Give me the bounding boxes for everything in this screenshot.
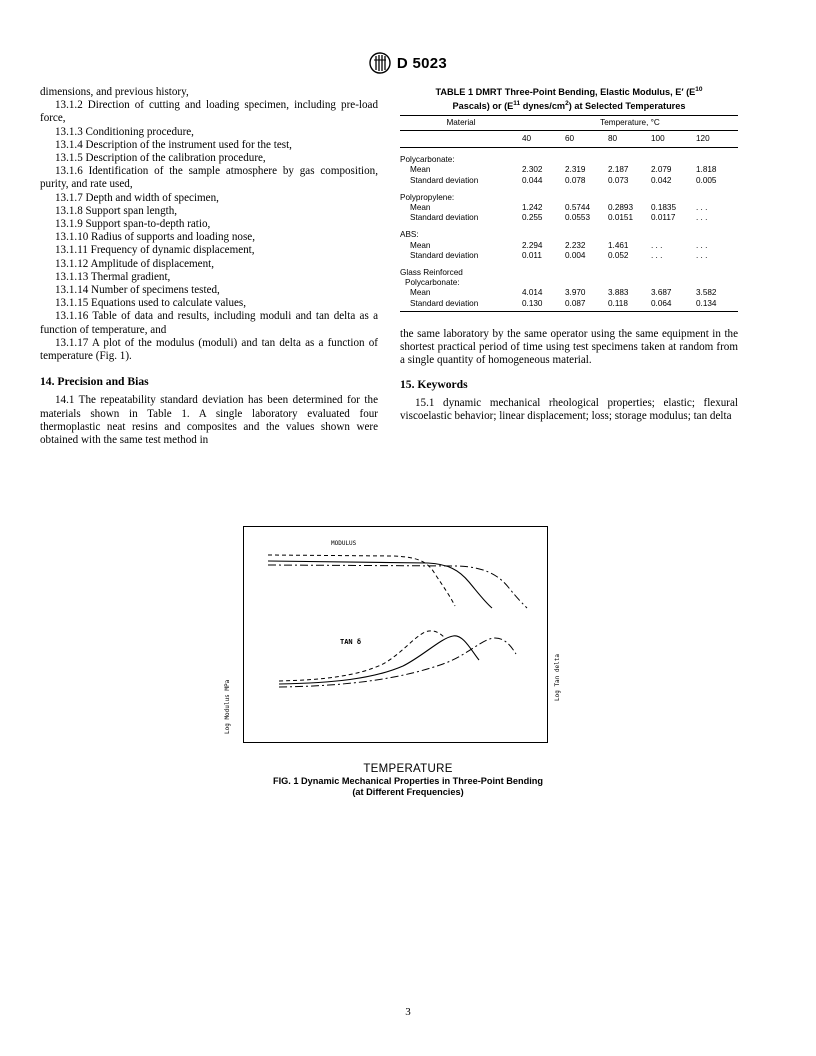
row-label: Standard deviation	[410, 213, 479, 223]
left-column	[40, 86, 378, 447]
figure-caption	[0, 762, 816, 798]
material-header: Material	[400, 116, 522, 131]
temperature-column: 80	[608, 131, 651, 148]
table-cell: 0.004	[565, 250, 586, 260]
report-item: 13.1.5 Description of the calibration procedure,	[55, 152, 266, 165]
table-caption-text: ) at Selected Temperatures	[568, 101, 686, 112]
table-row	[400, 288, 738, 298]
report-item: 13.1.14 Number of specimens tested,	[55, 284, 220, 297]
table-caption	[400, 84, 738, 112]
table-cell: 2.232	[565, 240, 586, 250]
report-item: 13.1.3 Conditioning procedure,	[55, 125, 194, 138]
section-heading-precision: 14. Precision and Bias	[40, 375, 149, 389]
table-cell: 3.970	[565, 288, 586, 298]
row-label: Standard deviation	[410, 175, 479, 185]
report-item: 13.1.2 Direction of cutting and loading specimen, including pre-load force,	[40, 99, 378, 125]
table-cell: 1.461	[608, 240, 629, 250]
row-label: Standard deviation	[410, 250, 479, 260]
table-cell: 4.014	[522, 288, 543, 298]
table-cell: . . .	[651, 240, 663, 250]
table-cell: 0.2893	[608, 202, 634, 212]
table-cell: 2.187	[608, 165, 629, 175]
table-cell: 2.294	[522, 240, 543, 250]
report-item: 13.1.12 Amplitude of displacement,	[55, 257, 214, 270]
section-heading-keywords: 15. Keywords	[400, 378, 468, 392]
table-cell: . . .	[696, 202, 708, 212]
temperature-column: 120	[696, 131, 738, 148]
astm-logo-icon	[369, 52, 391, 74]
right-column	[400, 84, 738, 423]
table-cell: 0.064	[651, 299, 696, 312]
report-item: 13.1.7 Depth and width of specimen,	[55, 191, 219, 204]
table-cell: 0.005	[696, 175, 717, 185]
row-label: Mean	[410, 240, 431, 250]
material-name: Polypropylene:	[400, 192, 455, 202]
table-row	[400, 299, 738, 312]
table-cell: 0.052	[608, 250, 629, 260]
table-cell: 3.687	[651, 288, 672, 298]
figure-title	[0, 776, 816, 798]
table-cell: . . .	[696, 240, 708, 250]
keywords-paragraph: 15.1 dynamic mechanical rheological properties; elastic; flexural viscoelastic behavior; linear displacement; loss; storage modulus; tan delta	[400, 396, 738, 422]
figure-title-line: FIG. 1 Dynamic Mechanical Properties in Three-Point Bending	[272, 776, 544, 786]
modulus-curve-dashdot	[268, 565, 527, 608]
report-item: 13.1.10 Radius of supports and loading nose,	[55, 231, 255, 244]
table-cell: 1.818	[696, 165, 717, 175]
temperature-column: 40	[522, 131, 565, 148]
table-row	[400, 203, 738, 213]
report-item: 13.1.6 Identification of the sample atmosphere by gas composition, purity, and rate used,	[40, 165, 378, 191]
figure-dma-plot	[224, 526, 569, 744]
temperature-header: Temperature, °C	[522, 116, 738, 131]
table-caption-text: dynes/cm	[520, 101, 566, 112]
table-row	[400, 165, 738, 175]
table-cell: 0.255	[522, 213, 543, 223]
table-row	[400, 213, 738, 223]
table-caption-text: Pascals) or (E	[452, 101, 514, 112]
right-axis-label: Log Tan delta	[554, 654, 561, 701]
precision-continuation: the same laboratory by the same operator using the same equipment in the shortest practical period of time using test specimens taken at random from a single quantity of homogeneous material.	[400, 327, 738, 367]
material-name: Glass Reinforced	[400, 267, 463, 277]
temperature-column: 60	[565, 131, 608, 148]
table-cell: 3.582	[696, 288, 717, 298]
table-cell: 0.118	[608, 299, 651, 312]
material-name: ABS:	[400, 230, 419, 240]
table-cell: 0.073	[608, 175, 629, 185]
page-header	[0, 52, 816, 74]
x-axis-label: TEMPERATURE	[363, 763, 453, 775]
superscript: 10	[695, 86, 703, 93]
table-cell: 0.1835	[651, 202, 677, 212]
tan-delta-curve-solid	[279, 636, 479, 684]
table-cell: 0.0151	[608, 213, 634, 223]
right-column-text	[400, 328, 738, 423]
table-cell: 2.079	[651, 165, 672, 175]
table-cell: 2.319	[565, 165, 586, 175]
modulus-label: MODULUS	[331, 540, 357, 547]
report-item: 13.1.16 Table of data and results, including moduli and tan delta as a function of temperature, and	[40, 310, 378, 336]
table-cell: 0.042	[651, 175, 672, 185]
tan-delta-label: TAN δ	[340, 638, 362, 646]
temperature-column: 100	[651, 131, 696, 148]
modulus-curve-solid	[268, 561, 492, 608]
table-cell: 1.242	[522, 202, 543, 212]
data-table	[400, 115, 738, 312]
report-item: 13.1.11 Frequency of dynamic displacement,	[55, 244, 255, 257]
row-label: Mean	[410, 165, 431, 175]
report-item: 13.1.8 Support span length,	[55, 204, 178, 217]
precision-paragraph: 14.1 The repeatability standard deviation has been determined for the materials shown in Table 1. A single laboratory evaluated four thermoplastic neat resins and composites and the values shown were obtained with the same test method in	[40, 394, 378, 447]
table-row	[400, 251, 738, 261]
table-cell: 0.087	[565, 299, 608, 312]
table-cell: 0.0553	[565, 213, 591, 223]
row-label: Standard deviation	[400, 299, 522, 312]
table-cell: 0.011	[522, 250, 542, 260]
figure-title-line: (at Different Frequencies)	[352, 787, 464, 797]
report-item: 13.1.9 Support span-to-depth ratio,	[55, 218, 211, 231]
table-cell: 0.044	[522, 175, 543, 185]
table-cell: 0.0117	[651, 213, 676, 223]
table-cell: . . .	[696, 250, 708, 260]
left-axis-label: Log Modulus MPa	[224, 679, 231, 734]
table-row	[400, 176, 738, 186]
table-cell: 0.5744	[565, 202, 591, 212]
superscript: 2	[565, 100, 569, 108]
report-item: 13.1.15 Equations used to calculate values,	[55, 297, 247, 310]
row-label: Mean	[410, 288, 431, 298]
table-cell: 3.883	[608, 288, 629, 298]
figure-frame	[244, 527, 548, 743]
table-cell: 0.134	[696, 299, 738, 312]
row-label: Mean	[410, 202, 431, 212]
table-cell: 0.130	[522, 299, 565, 312]
material-name: Polycarbonate:	[405, 278, 460, 288]
table-cell: 2.302	[522, 165, 543, 175]
document-designation: D 5023	[396, 54, 448, 72]
page-number: 3	[405, 1006, 411, 1018]
report-item: 13.1.13 Thermal gradient,	[55, 270, 171, 283]
table-cell: . . .	[651, 250, 663, 260]
table-row	[400, 241, 738, 251]
report-item: 13.1.17 A plot of the modulus (moduli) and tan delta as a function of temperature (Fig. 1).	[40, 336, 378, 363]
table-cell: . . .	[696, 213, 708, 223]
table-caption-text: TABLE 1 DMRT Three-Point Bending, Elastic Modulus, E′ (E	[435, 87, 696, 98]
report-item: 13.1.4 Description of the instrument used for the test,	[55, 138, 292, 151]
table-cell: 0.078	[565, 175, 586, 185]
superscript: 11	[513, 100, 521, 108]
material-name: Polycarbonate:	[400, 155, 455, 165]
report-item: dimensions, and previous history,	[40, 86, 189, 98]
